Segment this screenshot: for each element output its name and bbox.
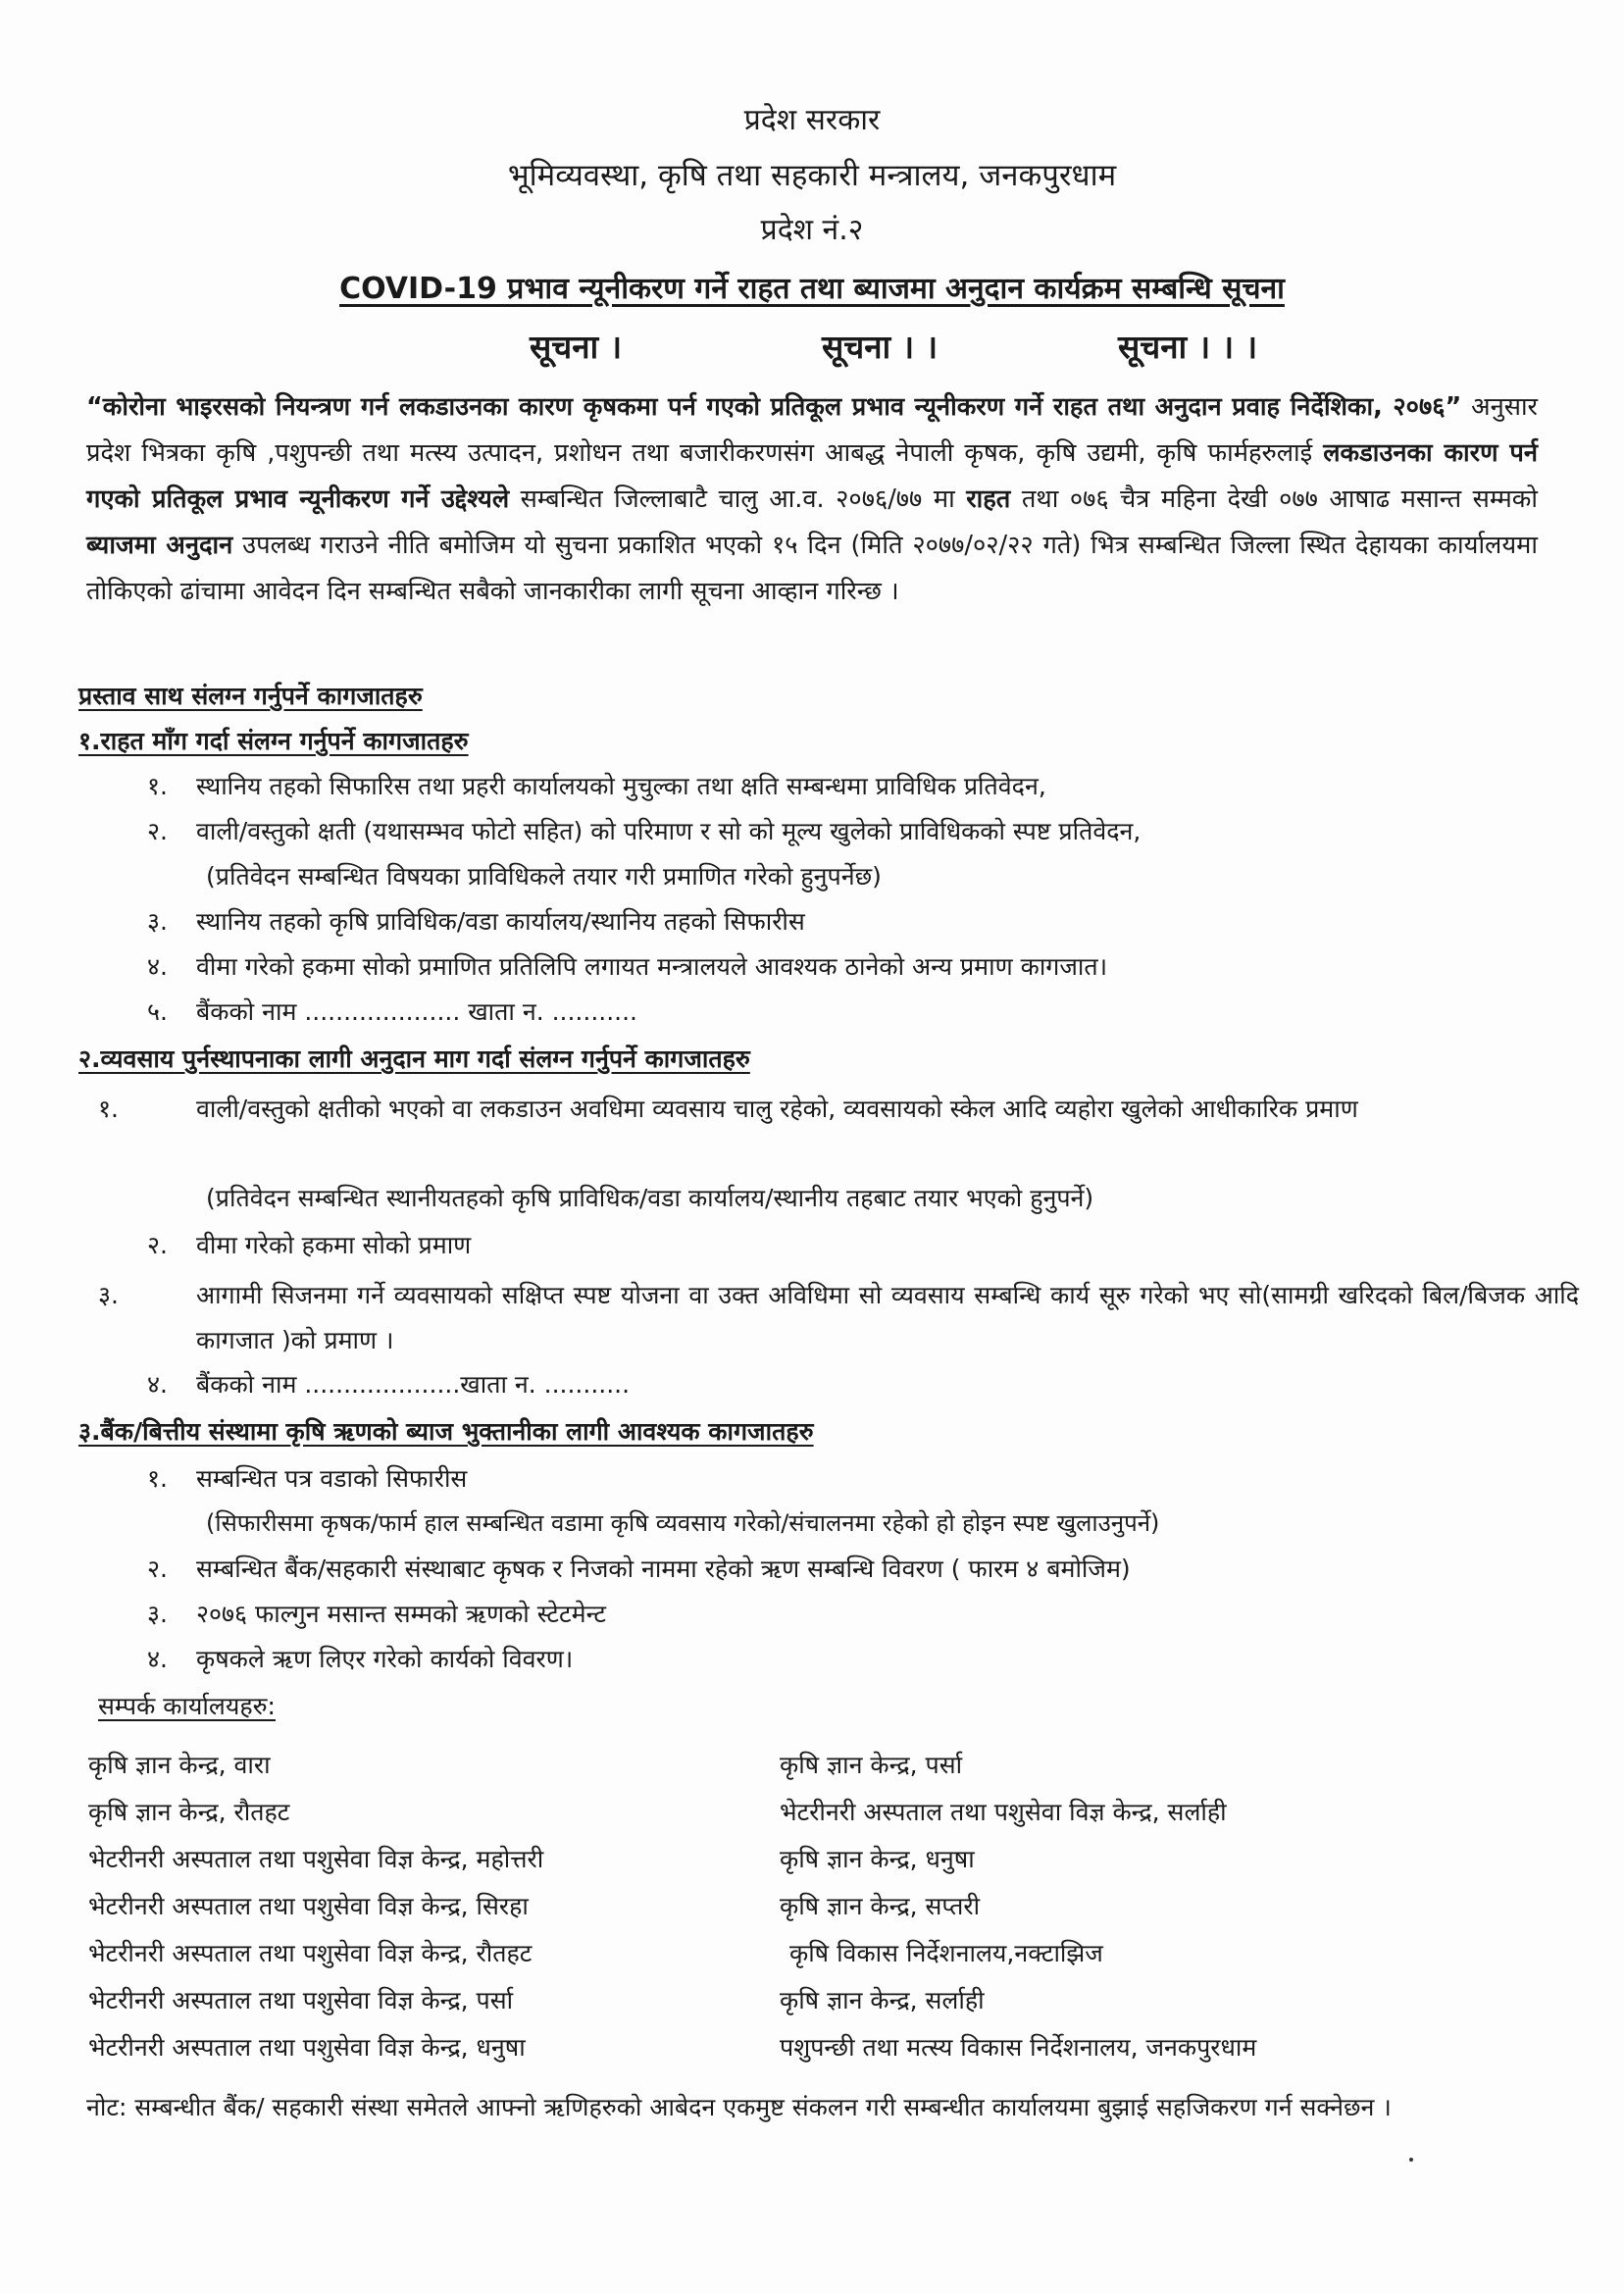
section1-item — [147, 769, 1046, 802]
section1-item — [147, 994, 637, 1028]
section1-item-num: २. — [147, 817, 168, 845]
section3-item-num: ४. — [147, 1645, 168, 1673]
contact-right-office: पशुपन्छी तथा मत्स्य विकास निर्देशनालय, जनकपुरधाम — [780, 2033, 1257, 2062]
section3-item-text: कृषकले ऋण लिएर गरेको कार्यको विवरण। — [196, 1645, 574, 1673]
section2-item-text: आगामी सिजनमा गर्ने व्यवसायको सक्षिप्त स्पष्ट योजना वा उक्त अविधिमा सो व्यवसाय सम्बन्धि कार्य सूरु गरेको भए सो(सामग्री खरिदको बिल/बिजक आदि कागजात )को प्रमाण । — [196, 1281, 1579, 1354]
notice-label-2: सूचना । । — [822, 328, 939, 366]
section3-item-text: २०७६ फाल्गुन मसान्त सम्मको ऋणको स्टेटमेन्ट — [196, 1600, 607, 1628]
section1-heading: १.राहत माँग गर्दा संलग्न गर्नुपर्ने कागजातहरु — [78, 727, 469, 755]
contact-right-office: कृषि ज्ञान केन्द्र, सर्लाही — [780, 1986, 985, 2014]
header-government: प्रदेश सरकार — [743, 103, 881, 137]
section2-heading: २.व्यवसाय पुर्नस्थापनाका लागी अनुदान माग गर्दा संलग्न गर्नुपर्ने कागजातहरु — [78, 1045, 750, 1073]
section2-item-text: बैंकको नाम ....................खाता न. ........... — [196, 1370, 631, 1399]
contact-left-office: भेटरीनरी अस्पताल तथा पशुसेवा विज्ञ केन्द्र, रौतहट — [88, 1939, 533, 1967]
section1-item-text: स्थानिय तहको कृषि प्राविधिक/वडा कार्यालय/स्थानिय तहको सिफारीस — [196, 907, 805, 936]
section1-item-text: वीमा गरेको हकमा सोको प्रमाणित प्रतिलिपि लगायत मन्त्रालयले आवश्यक ठानेको अन्य प्रमाण कागजात। — [196, 952, 1108, 981]
contact-right-office: कृषि विकास निर्देशनालय,नक्टाझिज — [789, 1939, 1103, 1967]
section1-item-num: १. — [147, 772, 168, 800]
section2-item-num: २. — [147, 1231, 168, 1259]
section2-item — [147, 1228, 471, 1261]
intro-text-2: अनुसार प्रदेश भित्रका कृषि ,पशुपन्छी तथा मत्स्य उत्पादन, प्रशोधन तथा बजारीकरणसंग आबद्ध नेपाली कृषक, कृषि उद्यमी, कृषि फार्महरुलाई — [86, 392, 1538, 468]
section3-item-text: सम्बन्धित पत्र वडाको सिफारीस — [196, 1464, 468, 1493]
section3-item-num: १. — [147, 1464, 168, 1493]
section1-item-text: स्थानिय तहको सिफारिस तथा प्रहरी कार्यालयको मुचुल्का तथा क्षति सम्बन्धमा प्राविधिक प्रतिवेदन, — [196, 772, 1046, 800]
section2-item-num: १. — [98, 1095, 119, 1123]
notice-subject-text: COVID-19 प्रभाव न्यूनीकरण गर्ने राहत तथा ब्याजमा अनुदान कार्यक्रम सम्बन्धि सूचना — [339, 272, 1285, 306]
header-ministry: भूमिव्यवस्था, कृषि तथा सहकारी मन्त्रालय, जनकपुरधाम — [507, 158, 1117, 193]
section2-item-num: ४. — [147, 1370, 168, 1399]
intro-bold-1: “कोरोना भाइरसको नियन्त्रण गर्न लकडाउनका कारण कृषकमा पर्न गएको प्रतिकूल प्रभाव न्यूनीकरण गर्ने राहत तथा अनुदान प्रवाह निर्देशिका, २०७६” — [86, 392, 1462, 422]
section2-item — [147, 1367, 630, 1401]
section3-item — [147, 1642, 573, 1675]
contact-left-office: कृषि ज्ञान केन्द्र, वारा — [88, 1751, 271, 1779]
section1-item-text: बैंकको नाम .................... खाता न. ........... — [196, 997, 638, 1026]
contact-left-office: भेटरीनरी अस्पताल तथा पशुसेवा विज्ञ केन्द्र, धनुषा — [88, 2033, 526, 2062]
documents-heading: प्रस्ताव साथ संलग्न गर्नुपर्ने कागजातहरु — [78, 682, 423, 710]
section3-heading: ३.बैंक/बित्तीय संस्थामा कृषि ऋणको ब्याज भुक्तानीका लागी आवश्यक कागजातहरु — [78, 1417, 814, 1446]
notice-label-1: सूचना । — [530, 328, 623, 366]
section3-item — [147, 1597, 606, 1630]
section3-item-num: ३. — [147, 1600, 168, 1628]
intro-bold-5: राहत — [966, 484, 1011, 514]
section2-item-text: वाली/वस्तुको क्षतीको भएको वा लकडाउन अवधिमा व्यवसाय चालु रहेको, व्यवसायको स्केल आदि व्यहोरा खुलेको आधीकारिक प्रमाण — [196, 1095, 1358, 1123]
footer-note: नोट: सम्बन्धीत बैंक/ सहकारी संस्था समेतले आफ्नो ऋणिहरुको आबेदन एकमुष्ट संकलन गरी सम्बन्धीत कार्यालयमा बुझाई सहजिकरण गर्न सक्नेछन । — [86, 2093, 1392, 2121]
section2-item — [98, 1087, 1579, 1132]
contact-left-office: भेटरीनरी अस्पताल तथा पशुसेवा विज्ञ केन्द्र, पर्सा — [88, 1986, 514, 2014]
intro-text-6: तथा ०७६ चैत्र महिना देखी ०७७ आषाढ मसान्त सम्मको — [1010, 484, 1538, 514]
intro-text-8: उपलब्ध गराउने नीति बमोजिम यो सुचना प्रकाशित भएको १५ दिन (मिति २०७७/०२/२२ गते) भित्र सम्बन्धित जिल्ला स्थित देहायका कार्यालयमा तोकिएको ढांचामा आवेदन दिन सम्बन्धित सबैको जानकारीका लागी सूचना आव्हान गरिन्छ । — [86, 531, 1538, 606]
section1-item-num: ३. — [147, 907, 168, 936]
intro-paragraph — [86, 384, 1538, 615]
notice-subject — [0, 267, 1624, 307]
intro-bold-3: लकडाउनका कारण पर्न गएको प्रतिकूल प्रभाव न्यूनीकरण गर्ने उद्देश्यले — [86, 438, 1538, 514]
section1-item — [147, 904, 805, 938]
section3-item-text: सम्बन्धित बैंक/सहकारी संस्थाबाट कृषक र निजको नाममा रहेको ऋण सम्बन्धि विवरण ( फारम ४ बमोजिम) — [196, 1555, 1131, 1583]
scan-speck — [1409, 2158, 1413, 2162]
section2-item-num: ३. — [98, 1281, 119, 1309]
contact-left-office: भेटरीनरी अस्पताल तथा पशुसेवा विज्ञ केन्द्र, सिरहा — [88, 1892, 529, 1920]
section3-item-note: (सिफारीसमा कृषक/फार्म हाल सम्बन्धित वडामा कृषि व्यवसाय गरेको/संचालनमा रहेको हो होइन स्पष्ट खुलाउनुपर्ने) — [206, 1509, 1160, 1537]
section2-item — [98, 1273, 1579, 1363]
section1-item-text: वाली/वस्तुको क्षती (यथासम्भव फोटो सहित) को परिमाण र सो को मूल्य खुलेको प्राविधिकको स्पष्ट प्रतिवेदन, — [196, 817, 1142, 845]
section1-item-num: ५. — [147, 997, 168, 1026]
section3-item — [147, 1552, 1131, 1585]
intro-bold-7: ब्याजमा अनुदान — [86, 531, 233, 560]
section2-item-text: वीमा गरेको हकमा सोको प्रमाण — [196, 1231, 472, 1259]
contacts-heading: सम्पर्क कार्यालयहरु: — [98, 1692, 276, 1720]
contact-right-office: कृषि ज्ञान केन्द्र, सप्तरी — [780, 1892, 981, 1920]
section1-item-note: (प्रतिवेदन सम्बन्धित विषयका प्राविधिकले तयार गरी प्रमाणित गरेको हुनुपर्नेछ) — [206, 862, 882, 891]
header-province: प्रदेश नं.२ — [760, 213, 864, 247]
contact-right-office: कृषि ज्ञान केन्द्र, धनुषा — [780, 1845, 975, 1873]
notice-label-3: सूचना । । । — [1118, 328, 1258, 366]
section2-item-note: (प्रतिवेदन सम्बन्धित स्थानीयतहको कृषि प्राविधिक/वडा कार्यालय/स्थानीय तहबाट तयार भएको हुनुपर्ने) — [206, 1184, 1094, 1212]
section1-item-num: ४. — [147, 952, 168, 981]
contact-right-office: कृषि ज्ञान केन्द्र, पर्सा — [780, 1751, 963, 1779]
section1-item — [147, 814, 1141, 847]
contact-left-office: कृषि ज्ञान केन्द्र, रौतहट — [88, 1798, 290, 1826]
section1-item — [147, 949, 1107, 983]
intro-text-4: सम्बन्धित जिल्लाबाटै चालु आ.व. २०७६/७७ मा — [509, 484, 967, 514]
contact-right-office: भेटरीनरी अस्पताल तथा पशुसेवा विज्ञ केन्द्र, सर्लाही — [780, 1798, 1227, 1826]
section3-item — [147, 1461, 467, 1495]
section3-item-num: २. — [147, 1555, 168, 1583]
contact-left-office: भेटरीनरी अस्पताल तथा पशुसेवा विज्ञ केन्द्र, महोत्तरी — [88, 1845, 544, 1873]
